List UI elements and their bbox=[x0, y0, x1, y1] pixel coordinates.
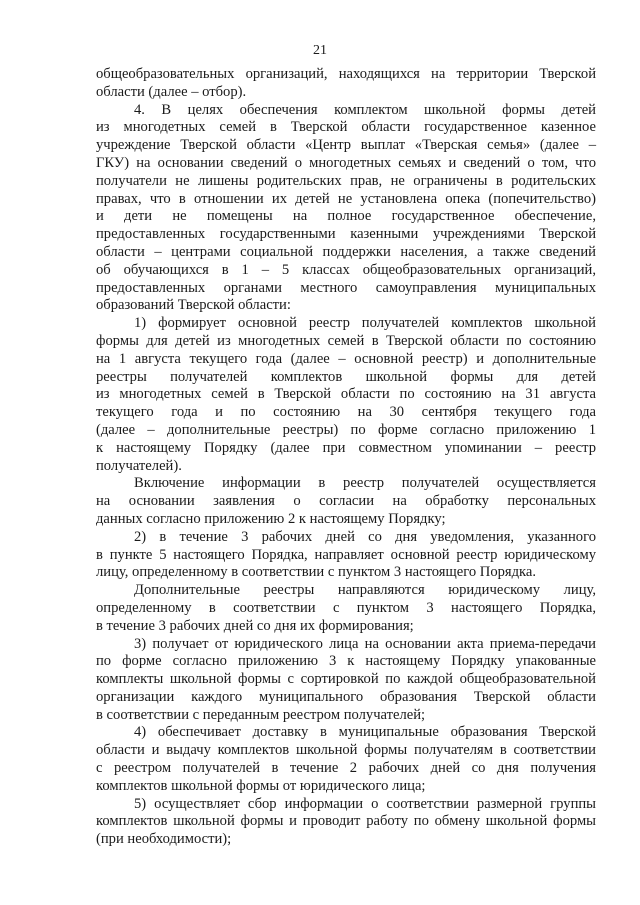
text-line: 4. В целях обеспечения комплектом школьной формы детей bbox=[134, 101, 596, 118]
text-line: области и выдачу комплектов школьной формы получателям в соответствии bbox=[96, 742, 596, 759]
text-line: Дополнительные реестры направляются юридическому лицу, bbox=[134, 582, 596, 599]
page-number: 21 bbox=[313, 43, 327, 58]
text-line: текущего года и по состоянию на 30 сентября текущего года bbox=[96, 404, 596, 421]
text-line: (далее – дополнительные реестры) по форме согласно приложению 1 bbox=[96, 421, 596, 438]
text-line: из многодетных семей в Тверской области государственное казенное bbox=[96, 119, 596, 136]
text-line: организации каждого муниципального образования Тверской области bbox=[96, 688, 596, 705]
text-line: об обучающихся в 1 – 5 классах общеобразовательных организаций, bbox=[96, 261, 596, 278]
text-line: в пункте 5 настоящего Порядка, направляет основной реестр юридическому bbox=[96, 546, 596, 563]
text-line: 3) получает от юридического лица на основании акта приема-передачи bbox=[134, 635, 596, 652]
text-line: определенному в соответствии с пунктом 3 настоящего Порядка, bbox=[96, 599, 596, 616]
text-line: на основании заявления о согласии на обработку персональных bbox=[96, 493, 596, 510]
text-line: на 1 августа текущего года (далее – основной реестр) и дополнительные bbox=[96, 350, 596, 367]
text-line: 2) в течение 3 рабочих дней со дня уведомления, указанного bbox=[134, 528, 596, 545]
text-line: (при необходимости); bbox=[96, 831, 232, 848]
text-line: реестры получателей комплектов школьной формы для детей bbox=[96, 368, 596, 385]
text-line: правах, что в отношении их детей не установлена опека (попечительство) bbox=[96, 190, 596, 207]
text-line: комплектов школьной формы и проводит работу по обмену школьной формы bbox=[96, 813, 596, 830]
text-line: по форме согласно приложению 3 к настоящему Порядку упакованные bbox=[96, 653, 596, 670]
text-line: из многодетных семей в Тверской области по состоянию на 31 августа bbox=[96, 386, 596, 403]
text-line: области (далее – отбор). bbox=[96, 83, 247, 100]
text-line: предоставленных органами местного самоуправления муниципальных bbox=[96, 279, 596, 296]
text-line: в соответствии с переданным реестром получателей; bbox=[96, 706, 426, 723]
text-line: лицу, определенному в соответствии с пунктом 3 настоящего Порядка. bbox=[96, 564, 537, 581]
text-line: с реестром получателей в течение 2 рабочих дней со дня получения bbox=[96, 760, 596, 777]
text-line: предоставленных государственными казенными учреждениями Тверской bbox=[96, 226, 596, 243]
text-line: 4) обеспечивает доставку в муниципальные образования Тверской bbox=[134, 724, 596, 741]
document-body bbox=[96, 66, 596, 849]
text-line: ГКУ) на основании сведений о многодетных семьях и сведений о том, что bbox=[96, 154, 596, 171]
text-line: в течение 3 рабочих дней со дня их формирования; bbox=[96, 617, 414, 634]
text-line: получатели не лишены родительских прав, не ограничены в родительских bbox=[96, 172, 596, 189]
text-line: образований Тверской области: bbox=[96, 297, 291, 314]
text-line: учреждение Тверской области «Центр выплат «Тверская семья» (далее – bbox=[96, 137, 596, 154]
text-line: к настоящему Порядку (далее при совместном упоминании – реестр bbox=[96, 439, 596, 456]
text-line: получателей). bbox=[96, 457, 182, 474]
text-line: области – центрами социальной поддержки населения, а также сведений bbox=[96, 243, 596, 260]
text-line: 1) формирует основной реестр получателей комплектов школьной bbox=[134, 315, 596, 332]
text-line: комплекты школьной формы с сортировкой по каждой общеобразовательной bbox=[96, 671, 596, 688]
text-line: 5) осуществляет сбор информации о соответствии размерной группы bbox=[134, 795, 596, 812]
text-line: и дети не помещены на полное государственное обеспечение, bbox=[96, 208, 596, 225]
text-line: формы для детей из многодетных семей в Тверской области по состоянию bbox=[96, 332, 596, 349]
text-line: данных согласно приложению 2 к настоящему Порядку; bbox=[96, 510, 446, 527]
text-line: общеобразовательных организаций, находящихся на территории Тверской bbox=[96, 66, 596, 82]
text-line: Включение информации в реестр получателей осуществляется bbox=[134, 475, 596, 492]
text-line: комплектов школьной формы от юридического лица; bbox=[96, 777, 426, 794]
